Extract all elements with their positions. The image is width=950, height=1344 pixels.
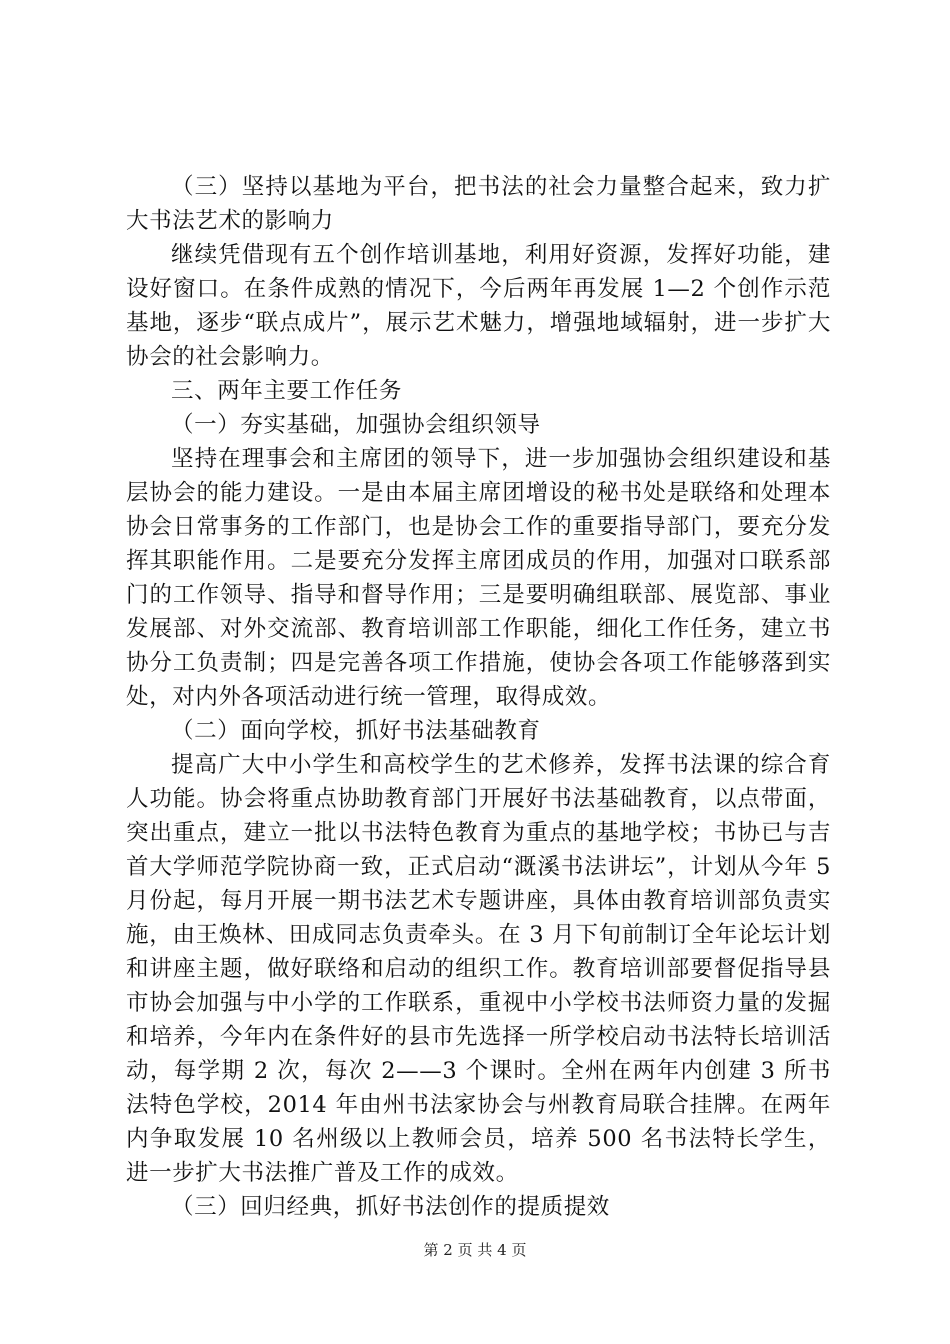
section-heading-schools: （二）面向学校，抓好书法基础教育	[171, 718, 541, 744]
section-heading-main-tasks: 三、两年主要工作任务	[171, 378, 403, 404]
section-heading-foundation: （一）夯实基础，加强协会组织领导	[171, 412, 541, 438]
paragraph-organization: 坚持在理事会和主席团的领导下，进一步加强协会组织建设和基层协会的能力建设。一是由本届主席团增设的秘书处是联络和处理本协会日常事务的工作部门，也是协会工作的重要指导部门，要充分发挥其职能作用。二是要充分发挥主席团成员的作用，加强对口联系部门的工作领导、指导和督导作用；三是要明确组联部、展览部、事业发展部、对外交流部、教育培训部工作职能，细化工作任务，建立书协分工负责制；四是完善各项工作措施，使协会各项工作能够落到实处，对内外各项活动进行统一管理，取得成效。	[126, 446, 831, 710]
paragraph-education: 提高广大中小学生和高校学生的艺术修养，发挥书法课的综合育人功能。协会将重点协助教育部门开展好书法基础教育，以点带面，突出重点，建立一批以书法特色教育为重点的基地学校；书协已与吉首大学师范学院协商一致，正式启动“溉溪书法讲坛”，计划从今年 5 月份起，每月开展一期书法艺术专题讲座，具体由教育培训部负责实施，由王焕林、田成同志负责牵头。在 3 月下旬前制订全年论坛计划和讲座主题，做好联络和启动的组织工作。教育培训部要督促指导县市协会加强与中小学的工作联系，重视中小学校书法师资力量的发掘和培养，今年内在条件好的县市先选择一所学校启动书法特长培训活动，每学期 2 次，每次 2——3 个课时。全州在两年内创建 3 所书法特色学校，2014 年由州书法家协会与州教育局联合挂牌。在两年内争取发展 10 名州级以上教师会员，培养 500 名书法特长学生，进一步扩大书法推广普及工作的成效。	[126, 752, 831, 1186]
section-heading-base-platform: （三）坚持以基地为平台，把书法的社会力量整合起来，致力扩大书法艺术的影响力	[126, 174, 831, 234]
paragraph-training-bases: 继续凭借现有五个创作培训基地，利用好资源，发挥好功能，建设好窗口。在条件成熟的情况下，今后两年再发展 1—2 个创作示范基地，逐步“联点成片”，展示艺术魅力，增强地域辐射，进一步扩大协会的社会影响力。	[126, 242, 831, 370]
document-body	[126, 170, 831, 1224]
page-footer: 第 2 页 共 4 页	[423, 1241, 527, 1259]
section-heading-classics: （三）回归经典，抓好书法创作的提质提效	[171, 1194, 610, 1220]
